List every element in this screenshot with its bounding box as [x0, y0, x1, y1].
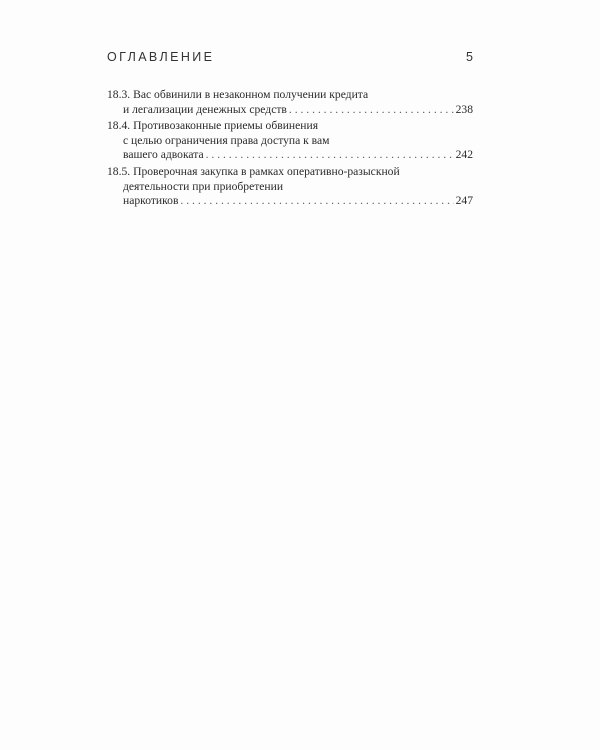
toc-entry-title: Проверочная закупка в рамках оперативно-разыскной	[133, 164, 400, 178]
toc-entry-first-line	[107, 88, 473, 103]
toc-entry-last-line	[107, 148, 473, 163]
toc-entry-18-4[interactable]	[107, 119, 473, 163]
toc-entry-first-line	[107, 165, 473, 180]
page-header	[107, 50, 473, 64]
toc-entry-18-3[interactable]	[107, 88, 473, 117]
toc-entry-continuation: с целью ограничения права доступа к вам	[123, 133, 330, 147]
table-of-contents	[107, 88, 473, 211]
toc-entry-title: Вас обвинили в незаконном получении кредита	[133, 88, 369, 101]
toc-entry-number: 18.5.	[107, 164, 131, 178]
toc-entry-number: 18.3.	[107, 88, 131, 101]
toc-entry-last-line	[107, 103, 473, 118]
dot-leader	[206, 148, 454, 163]
toc-entry-title-end: и легализации денежных средств	[123, 102, 287, 116]
toc-entry-page: 247	[455, 194, 473, 208]
dot-leader	[289, 103, 454, 118]
page-number: 5	[466, 50, 473, 64]
toc-entry-title: Противозаконные приемы обвинения	[133, 119, 319, 133]
dot-leader	[180, 194, 453, 209]
toc-entry-number: 18.4.	[107, 119, 131, 133]
toc-entry-title-end: вашего адвоката	[123, 148, 204, 162]
running-title: ОГЛАВЛЕНИЕ	[107, 50, 215, 64]
toc-entry-18-5[interactable]	[107, 165, 473, 209]
toc-entry-page: 238	[455, 102, 473, 116]
toc-entry-last-line	[107, 194, 473, 209]
toc-entry-first-line	[107, 119, 473, 134]
toc-entry-page: 242	[455, 148, 473, 162]
toc-entry-title-end: наркотиков	[123, 194, 179, 208]
toc-entry-continuation: деятельности при приобретении	[123, 179, 284, 193]
